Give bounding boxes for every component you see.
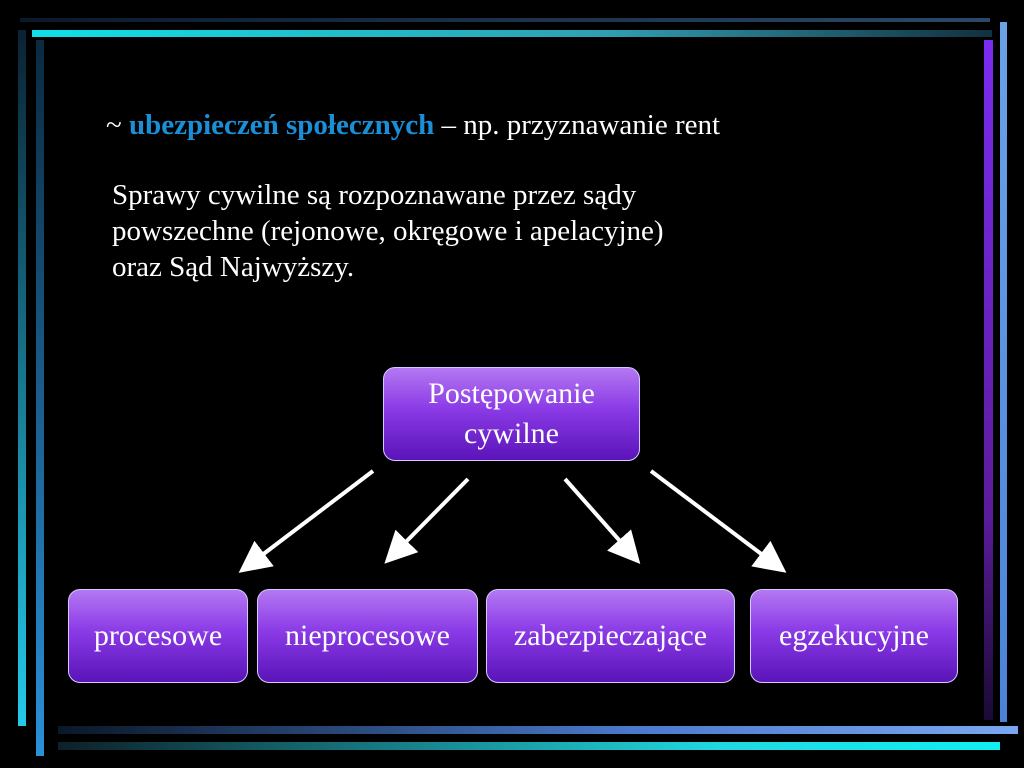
bullet-prefix: ~ xyxy=(106,109,129,141)
arrow-to-egzekucyjne xyxy=(651,471,780,568)
highlighted-term: ubezpieczeń społecznych xyxy=(128,109,435,141)
paragraph-line: powszechne (rejonowe, okręgowe i apelacyjne) xyxy=(112,215,664,247)
bullet-suffix: – np. przyznawanie rent xyxy=(434,109,721,141)
arrow-to-zabezpieczajace xyxy=(565,479,635,558)
root-node-label-line2: cywilne xyxy=(464,417,559,450)
root-node-label-line1: Postępowanie xyxy=(428,377,595,410)
child-node-label: nieprocesowe xyxy=(285,619,450,652)
child-node-label: egzekucyjne xyxy=(779,619,929,652)
child-node-label: procesowe xyxy=(93,619,223,652)
paragraph-line: oraz Sąd Najwyższy. xyxy=(112,251,355,283)
child-node-nieprocesowe xyxy=(257,589,478,683)
arrow-to-procesowe xyxy=(245,471,373,568)
paragraph-line: Sprawy cywilne są rozpoznawane przez sądy xyxy=(112,179,637,211)
root-node-postepowanie-cywilne xyxy=(383,367,640,461)
arrow-to-nieprocesowe xyxy=(390,479,468,558)
child-node-procesowe xyxy=(68,589,248,683)
child-node-label: zabezpieczające xyxy=(513,619,708,652)
child-node-egzekucyjne xyxy=(750,589,958,683)
child-node-zabezpieczajace xyxy=(486,589,735,683)
